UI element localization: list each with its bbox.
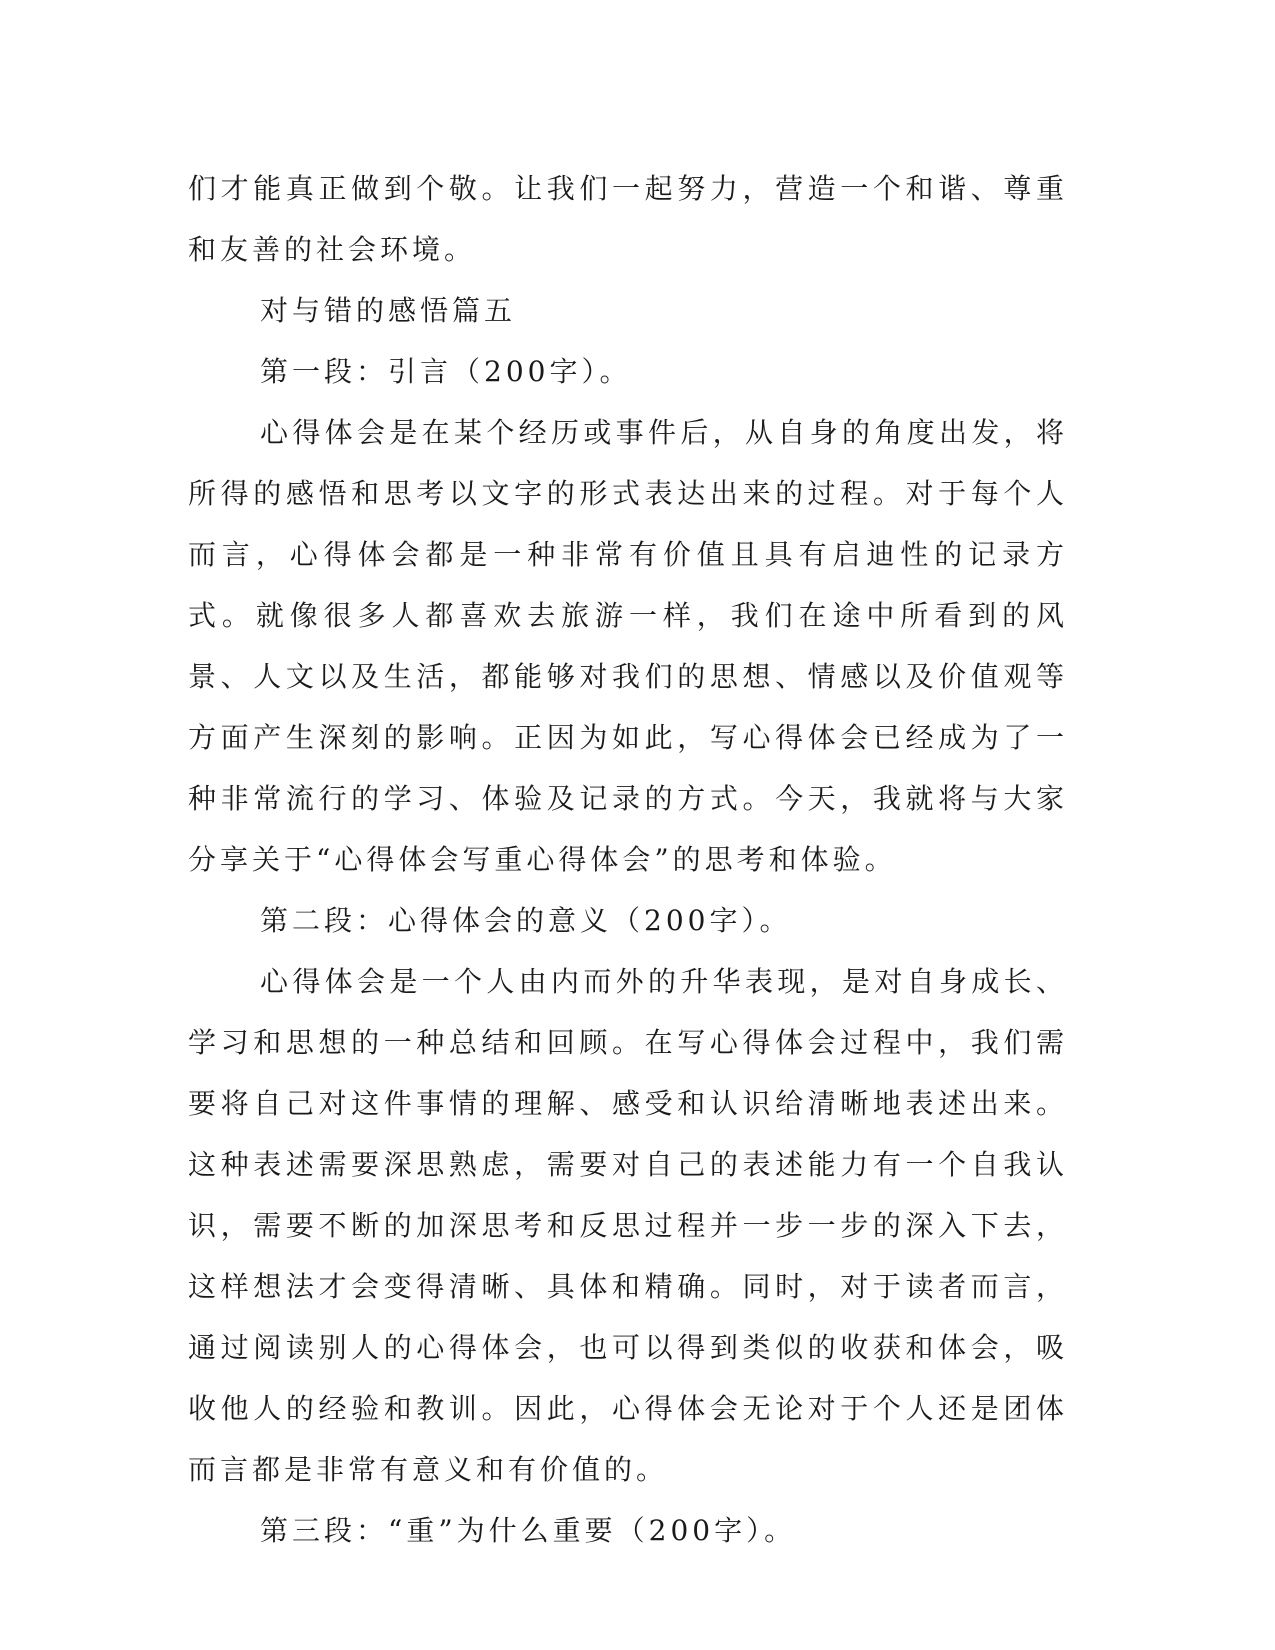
paragraph-intro-body: 心得体会是在某个经历或事件后，从自身的角度出发，将所得的感悟和思考以文字的形式表达出来的过程。对于每个人而言，心得体会都是一种非常有价值且具有启迪性的记录方式。就像很多人都喜欢去旅游一样，我们在途中所看到的风景、人文以及生活，都能够对我们的思想、情感以及价值观等方面产生深刻的影响。正因为如此，写心得体会已经成为了一种非常流行的学习、体验及记录的方式。今天，我就将与大家分享关于“心得体会写重心得体会”的思考和体验。 [188, 416, 1068, 876]
heading-intro: 第一段：引言（200字）。 [260, 355, 632, 388]
heading-importance: 第三段：“重”为什么重要（200字）。 [260, 1514, 797, 1547]
document-body [188, 158, 1068, 1561]
paragraph-continued: 们才能真正做到个敬。让我们一起努力，营造一个和谐、尊重和友善的社会环境。 [188, 172, 1068, 266]
heading-meaning: 第二段：心得体会的意义（200字）。 [260, 904, 792, 937]
section-title: 对与错的感悟篇五 [260, 294, 517, 327]
paragraph-meaning-body: 心得体会是一个人由内而外的升华表现，是对自身成长、学习和思想的一种总结和回顾。在写心得体会过程中，我们需要将自己对这件事情的理解、感受和认识给清晰地表述出来。这种表述需要深思熟虑，需要对自己的表述能力有一个自我认识，需要不断的加深思考和反思过程并一步一步的深入下去，这样想法才会变得清晰、具体和精确。同时，对于读者而言，通过阅读别人的心得体会，也可以得到类似的收获和体会，吸收他人的经验和教训。因此，心得体会无论对于个人还是团体而言都是非常有意义和有价值的。 [188, 965, 1068, 1486]
